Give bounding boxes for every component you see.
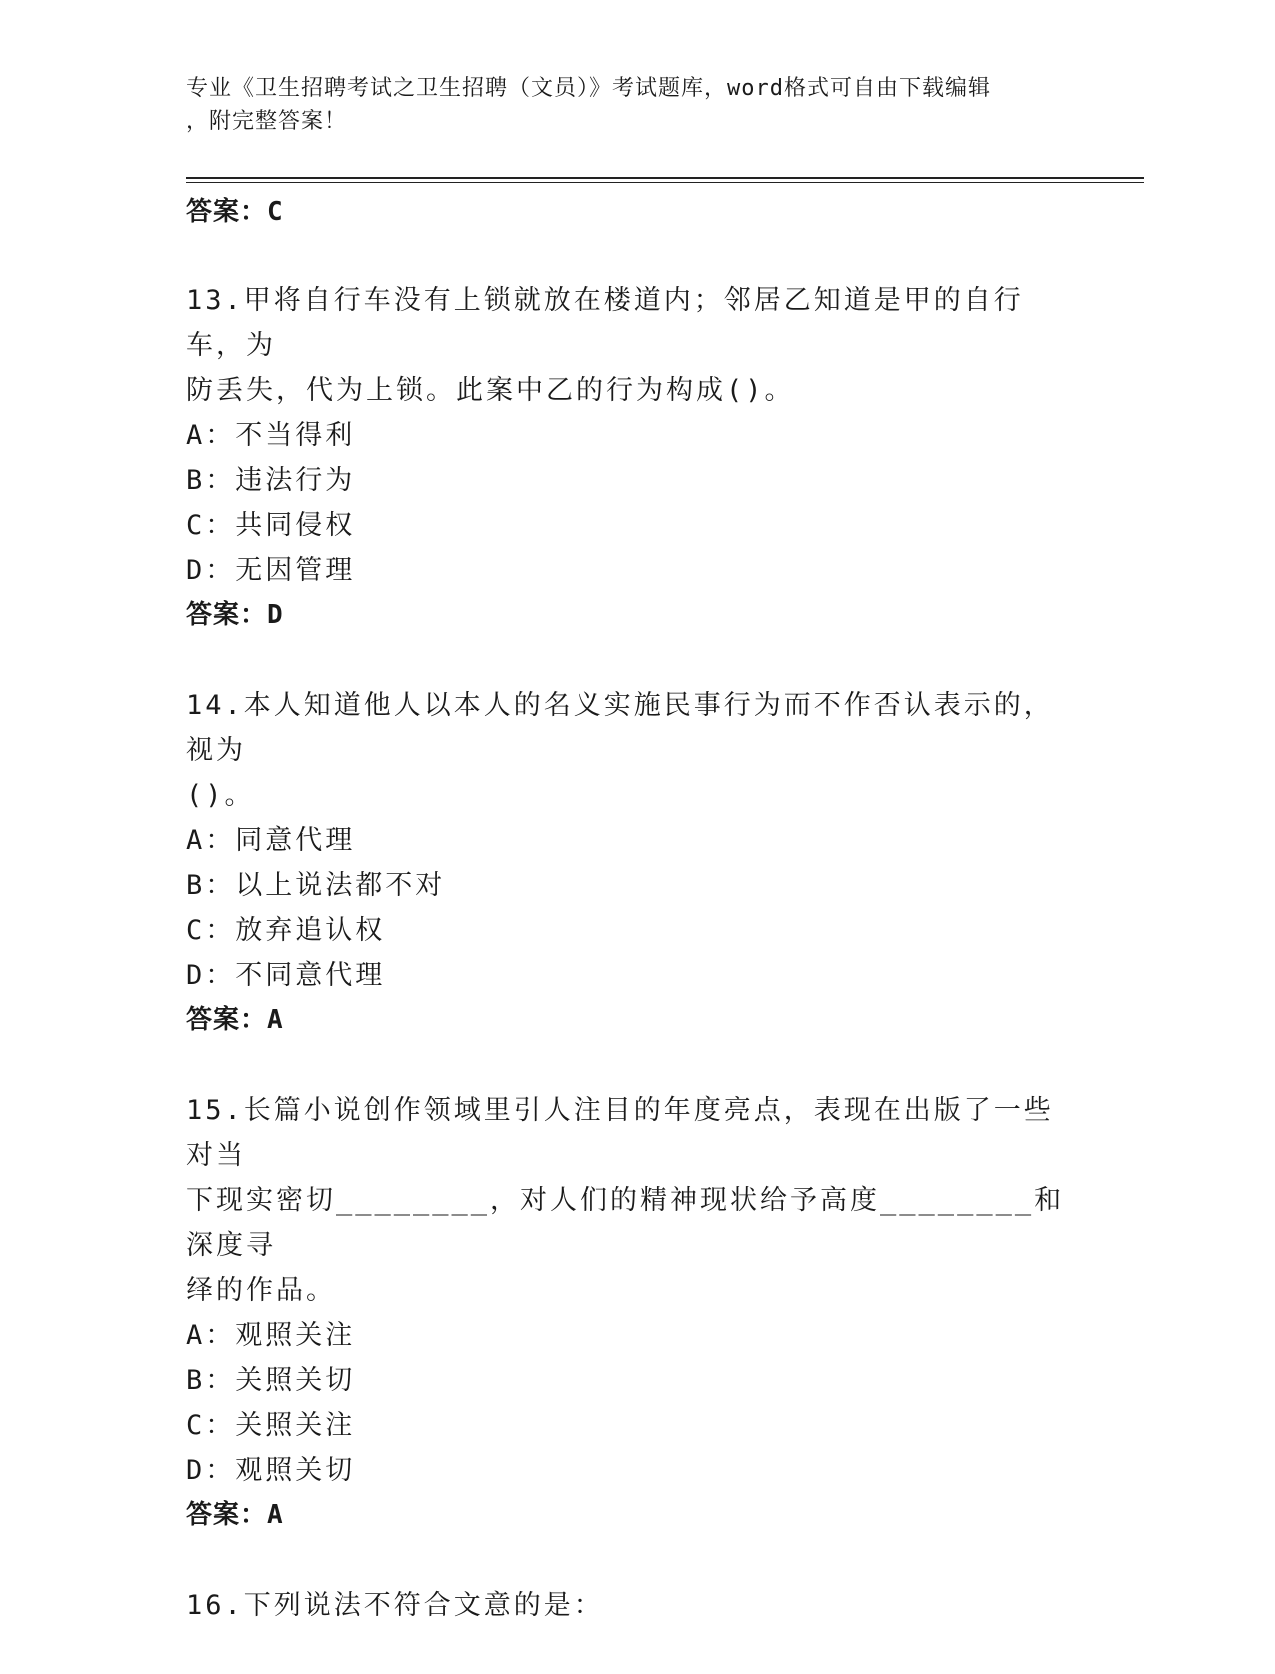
answer-label: 答案：D <box>186 600 284 630</box>
question-text <box>186 1088 1066 1313</box>
question-text <box>186 1583 1066 1628</box>
question-line: 防丢失，代为上锁。此案中乙的行为构成()。 <box>186 375 795 406</box>
option-c: C：共同侵权 <box>186 510 356 541</box>
question-15 <box>186 1088 1066 1537</box>
question-text <box>186 683 1066 818</box>
header-line-1: 专业《卫生招聘考试之卫生招聘（文员）》考试题库，word格式可自由下载编辑 <box>186 76 991 101</box>
option-a: A：不当得利 <box>186 420 356 451</box>
header-rule-top <box>186 177 1144 179</box>
question-line: 绎的作品。 <box>186 1275 336 1306</box>
answer-label: 答案：C <box>186 197 284 227</box>
answer-label: 答案：A <box>186 1500 284 1530</box>
option-d: D：不同意代理 <box>186 960 386 991</box>
option-b: B：关照关切 <box>186 1365 356 1396</box>
document-header <box>186 72 1086 138</box>
question-14 <box>186 683 1066 1042</box>
header-rule-bottom <box>186 182 1144 183</box>
option-d: D：无因管理 <box>186 555 356 586</box>
question-13 <box>186 278 1066 637</box>
option-a: A：同意代理 <box>186 825 356 856</box>
header-line-2: ，附完整答案！ <box>186 109 348 134</box>
question-line: 14.本人知道他人以本人的名义实施民事行为而不作否认表示的，视为 <box>186 690 1054 766</box>
option-d: D：观照关切 <box>186 1455 356 1486</box>
question-text <box>186 278 1066 413</box>
question-list <box>186 190 1066 1674</box>
question-16 <box>186 1583 1066 1628</box>
question-line: 15.长篇小说创作领域里引人注目的年度亮点，表现在出版了一些对当 <box>186 1095 1054 1171</box>
option-a: A：观照关注 <box>186 1320 356 1351</box>
option-b: B：以上说法都不对 <box>186 870 446 901</box>
option-c: C：关照关注 <box>186 1410 356 1441</box>
question-line: 16.下列说法不符合文意的是： <box>186 1590 604 1621</box>
question-line: 下现实密切________，对人们的精神现状给予高度________和深度寻 <box>186 1185 1065 1261</box>
question-line: 13.甲将自行车没有上锁就放在楼道内；邻居乙知道是甲的自行车，为 <box>186 285 1024 361</box>
option-b: B：违法行为 <box>186 465 356 496</box>
question-line: ()。 <box>186 780 255 811</box>
option-c: C：放弃追认权 <box>186 915 386 946</box>
answer-label: 答案：A <box>186 1005 284 1035</box>
